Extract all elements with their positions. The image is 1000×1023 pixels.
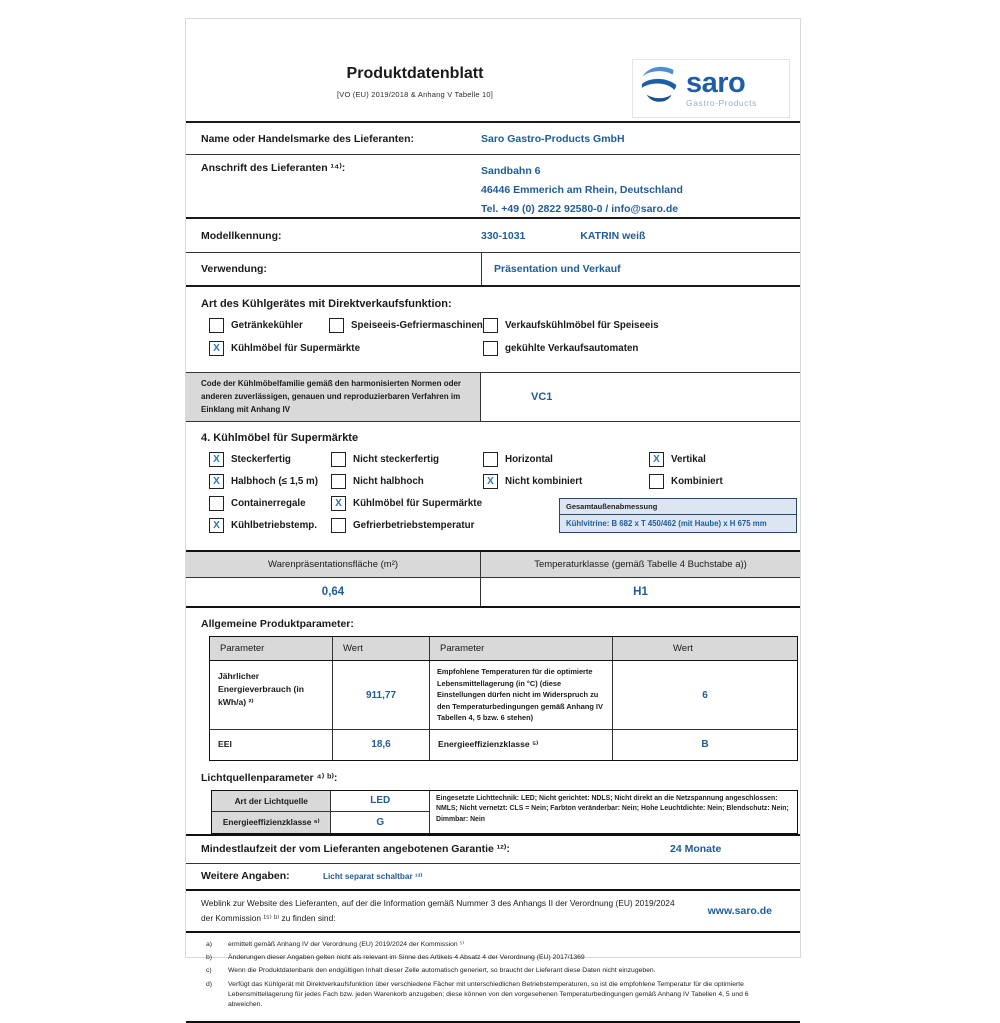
checkbox-label: Kühlmöbel für Supermärkte [353, 498, 483, 510]
checkbox-box[interactable]: X [209, 518, 224, 533]
checkbox-label: Vertikal [671, 454, 706, 466]
checkbox-label: Nicht steckerfertig [353, 454, 440, 466]
checkbox-gekuehlte-verkaufsautomaten[interactable] [483, 341, 790, 356]
supplier-name-value: Saro Gastro-Products GmbH [481, 132, 625, 145]
checkbox-verkaufskuehlmoebel-speiseeis[interactable] [483, 318, 790, 333]
eei-value: 18,6 [333, 730, 430, 760]
checkbox-box[interactable]: X [209, 474, 224, 489]
light-params-left [212, 791, 430, 833]
page-subtitle: [VO (EU) 2019/2018 & Anhang V Tabelle 10] [336, 90, 494, 99]
checkbox-nicht-steckerfertig[interactable] [331, 452, 483, 467]
saro-s-icon [639, 65, 681, 112]
model-name: KATRIN weiß [580, 229, 646, 242]
weblink-row [186, 891, 800, 933]
light-params-note: Eingesetzte Lichttechnik: LED; Nicht gerichtet: NDLS; Nicht direkt an die Netzspannung angeschlossen: NMLS; Nicht vernetzt: CLS = Nein; Farbton veränderbar: Nein; Hohe Leuchtdichte: Nein; Blendschutz: Nein; Dimmbar: Nein [436, 794, 789, 824]
checkbox-kuehlbetriebstemp[interactable] [209, 518, 331, 533]
section4-heading: 4. Kühlmöbel für Supermärkte [201, 432, 359, 445]
checkbox-box[interactable]: X [331, 496, 346, 511]
warranty-label: Mindestlaufzeit der vom Lieferanten angebotenen Garantie ¹²⁾: [201, 843, 510, 856]
energy-class-label: Energieeffizienzklasse ⁵⁾ [430, 730, 613, 760]
family-code-label: Code der Kühlmöbelfamilie gemäß den harmonisierten Normen oder anderen zuverlässigen, genauen und reproduzierbaren Verfahren im Einklang mit Anhang IV [186, 373, 481, 421]
general-params-row-2 [210, 730, 797, 760]
checkbox-label: gekühlte Verkaufsautomaten [505, 343, 639, 354]
checkbox-steckerfertig[interactable] [209, 452, 331, 467]
checkbox-label: Horizontal [505, 454, 553, 466]
header-wert-1: Wert [333, 637, 430, 660]
checkbox-box[interactable] [483, 341, 498, 356]
annual-energy-value: 911,77 [333, 661, 430, 728]
device-type-heading: Art des Kühlgerätes mit Direktverkaufsfunktion: [201, 298, 452, 310]
checkbox-label: Nicht kombiniert [505, 476, 583, 488]
eei-label: EEI [210, 730, 333, 760]
section4-row-1 [209, 452, 790, 467]
temperature-class-header-cell: Temperaturklasse (gemäß Tabelle 4 Buchstabe a)) [534, 559, 747, 571]
checkbox-box[interactable] [329, 318, 344, 333]
header [186, 19, 800, 123]
light-energy-class-row [212, 812, 429, 833]
light-source-type-value: LED [370, 795, 391, 807]
footnote-text: Verfügt das Kühlgerät mit Direktverkaufsfunktion über verschiedene Fächer mit unterschiedlichen Betriebstemperaturen, so ist die empfohlene Temperatur für die optimierte Lebensmittellagerung für jedes Fach bzw. jeden Warenkorb anzugeben; diese können von den vorgesehenen Temperaturbedingungen gemäß Anhang IV Tabellen 4, 5 und 6 abweichen. [228, 980, 749, 1008]
logo-brand: saro [686, 67, 746, 100]
dimensions-title: Gesamtaußenabmessung [560, 499, 796, 515]
checkbox-label: Kühlmöbel für Supermärkte [231, 343, 361, 354]
checkbox-box[interactable]: X [483, 474, 498, 489]
supplier-name-row [186, 123, 800, 155]
checkbox-label: Nicht halbhoch [353, 476, 424, 488]
checkbox-box[interactable] [209, 496, 224, 511]
extra-info-value: Licht separat schaltbar ¹³⁾ [323, 872, 423, 882]
area-header-cell: Warenpräsentationsfläche (m²) [186, 552, 481, 577]
general-params-table [209, 636, 798, 760]
footnote [206, 980, 784, 1011]
footnote-text: Wenn die Produktdatenbank den endgültigen Inhalt dieser Zelle automatisch generiert, so braucht der Lieferant diese Daten nicht einzugeben. [228, 967, 656, 975]
section4-row-2 [209, 474, 790, 489]
extra-info-label: Weitere Angaben: [201, 870, 290, 883]
area-temperature-table [186, 550, 800, 608]
supplier-name-label: Name oder Handelsmarke des Lieferanten: [201, 132, 414, 145]
usage-label: Verwendung: [201, 263, 267, 275]
family-code-row [186, 372, 800, 422]
light-params-heading: Lichtquellenparameter ⁴⁾ ᵇ⁾: [201, 771, 338, 784]
checkbox-label: Kühlbetriebstemp. [231, 520, 318, 532]
supplier-address-row [186, 155, 800, 219]
area-value-cell: 0,64 [186, 578, 481, 606]
checkbox-kombiniert[interactable] [649, 474, 790, 489]
checkbox-box[interactable] [209, 318, 224, 333]
footnote-marker: d) [206, 980, 213, 988]
footnote-marker: c) [206, 967, 212, 975]
extra-info-row [186, 864, 800, 891]
footnote-text: ermittelt gemäß Anhang IV der Verordnung (EU) 2019/2024 der Kommission ⁵⁾ [228, 940, 465, 948]
checkbox-nicht-kombiniert[interactable] [483, 474, 649, 489]
footnote [206, 940, 784, 950]
header-parameter-2: Parameter [430, 637, 613, 660]
light-source-type-label: Art der Lichtquelle [212, 791, 331, 811]
weblink-text: Weblink zur Website des Lieferanten, auf der die Information gemäß Nummer 3 des Anhangs II der Verordnung (EU) 2019/2024 der Kommission ¹⁵⁾ ᵇ⁾ zu finden sind: [201, 897, 675, 923]
recommended-temp-value: 6 [702, 689, 708, 701]
model-value-group [481, 230, 800, 242]
checkbox-kuehlmoebel-supermaerkte-2[interactable] [331, 496, 483, 511]
recommended-temp-label: Empfohlene Temperaturen für die optimierte Lebensmittellagerung (in °C) (diese Einstellungen dürfen nicht im Widerspruch zu den Temperaturbedingungen gemäß Anhang IV Tabellen 4, 5 bzw. 6 stehen) [430, 661, 613, 728]
saro-logo [632, 59, 790, 118]
logo-tagline: Gastro-Products [686, 98, 757, 109]
footnote [206, 953, 784, 963]
checkbox-label: Containerregale [231, 498, 306, 510]
checkbox-label: Speiseeis-Gefriermaschinen [351, 320, 483, 331]
annual-energy-label: Jährlicher Energieverbrauch (in kWh/a) ²⁾ [210, 661, 333, 728]
checkbox-box[interactable]: X [649, 452, 664, 467]
temperature-class-value-cell: H1 [633, 586, 648, 599]
warranty-row [186, 834, 800, 864]
energy-class-value: B [701, 739, 709, 751]
device-type-row-2 [209, 341, 790, 356]
checkbox-vertikal[interactable] [649, 452, 790, 467]
dimensions-box [559, 498, 797, 533]
checkbox-box[interactable] [483, 318, 498, 333]
product-datasheet [185, 18, 801, 1008]
checkbox-box[interactable] [331, 452, 346, 467]
checkbox-box[interactable] [483, 452, 498, 467]
checkbox-containerregale[interactable] [209, 496, 331, 511]
general-params-heading: Allgemeine Produktparameter: [201, 618, 354, 631]
checkbox-label: Verkaufskühlmöbel für Speiseeis [505, 320, 659, 331]
model-number: 330-1031 [481, 229, 526, 242]
light-source-type-row [212, 791, 429, 812]
general-params-row-1 [210, 661, 797, 729]
device-type-section [186, 287, 800, 372]
page-title: Produktdatenblatt [346, 65, 484, 82]
light-params-table [211, 790, 798, 834]
footnote-marker: b) [206, 954, 213, 962]
address-line: Tel. +49 (0) 2822 92580-0 / info@saro.de [481, 203, 679, 215]
checkbox-box[interactable] [331, 518, 346, 533]
model-row [186, 219, 800, 253]
area-table-header [186, 552, 800, 578]
light-energy-class-value: G [376, 816, 385, 828]
usage-value: Präsentation und Verkauf [481, 253, 800, 285]
footnote-text: Änderungen dieser Angaben gelten nicht als relevant im Sinne des Artikels 4 Absatz 4 der Verordnung (EU) 2017/1369 [228, 954, 585, 962]
address-line: 46446 Emmerich am Rhein, Deutschland [481, 184, 683, 196]
area-table-values [186, 578, 800, 606]
checkbox-label: Gefrierbetriebstemperatur [353, 520, 475, 532]
footnotes [186, 933, 800, 1019]
checkbox-gefrierbetriebstemperatur[interactable] [331, 518, 483, 533]
checkbox-label: Halbhoch (≤ 1,5 m) [231, 476, 319, 488]
checkbox-halbhoch[interactable] [209, 474, 331, 489]
usage-row [186, 253, 800, 287]
general-params-header-row [210, 637, 797, 661]
checkbox-box[interactable] [331, 474, 346, 489]
checkbox-nicht-halbhoch[interactable] [331, 474, 483, 489]
header-parameter-1: Parameter [210, 637, 333, 660]
checkbox-box[interactable]: X [209, 452, 224, 467]
light-energy-class-label: Energieeffizienzklasse ⁶⁾ [212, 812, 331, 833]
section4 [186, 422, 800, 546]
section4-rows-3-4 [209, 496, 790, 533]
footnote [206, 966, 784, 976]
device-type-row-1 [209, 318, 790, 333]
checkbox-speiseeis-gefriermaschinen[interactable] [329, 318, 483, 333]
checkbox-box[interactable] [649, 474, 664, 489]
checkbox-horizontal[interactable] [483, 452, 649, 467]
header-title-block [198, 59, 632, 99]
logo-text [686, 69, 757, 108]
dimensions-value: Kühlvitrine: B 682 x T 450/462 (mit Haube) x H 675 mm [566, 519, 767, 529]
model-label: Modellkennung: [201, 229, 282, 242]
checkbox-label: Getränkekühler [231, 320, 303, 331]
checkbox-kuehlmoebel-supermaerkte[interactable] [209, 341, 483, 356]
weblink-url[interactable]: www.saro.de [707, 904, 772, 917]
header-wert-2: Wert [673, 643, 693, 655]
address-line: Sandbahn 6 [481, 165, 541, 177]
warranty-value: 24 Monate [670, 843, 722, 856]
family-code-value: VC1 [531, 391, 553, 404]
supplier-address-label: Anschrift des Lieferanten ¹⁴⁾: [201, 162, 346, 174]
footnote-marker: a) [206, 940, 213, 948]
checkbox-box[interactable]: X [209, 341, 224, 356]
checkbox-label: Kombiniert [671, 476, 723, 488]
checkbox-label: Steckerfertig [231, 454, 291, 466]
supplier-address-value [481, 162, 800, 219]
checkbox-getraenkekuehler[interactable] [209, 318, 329, 333]
